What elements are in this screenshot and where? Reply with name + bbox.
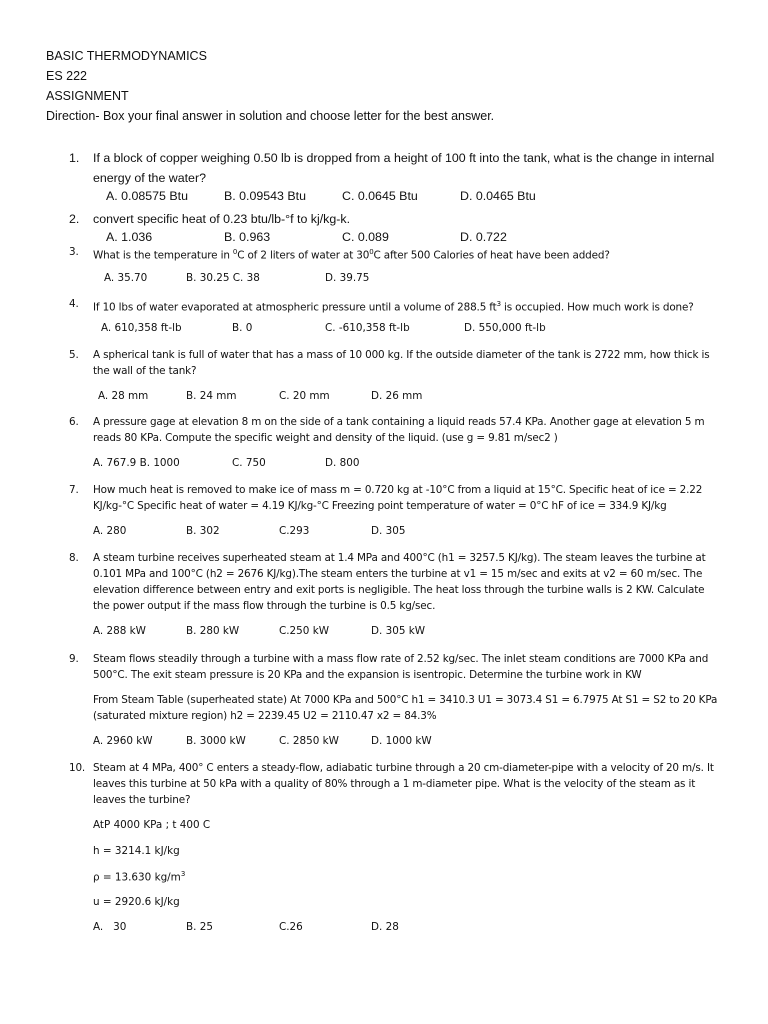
option-a: A. 28 mm [98,390,149,402]
question-number: 7. [69,484,79,496]
option-d: D. 305 [371,525,406,537]
question-10 [69,760,724,808]
option-c: C. 0.0645 Btu [342,189,418,203]
option-d: D. 550,000 ft-lb [464,322,546,334]
option-b: B. 302 [186,525,220,537]
option-a-b: A. 767.9 B. 1000 [93,457,180,469]
option-c: C. -610,358 ft-lb [325,322,410,334]
question-6 [69,414,724,446]
question-number: 5. [69,349,79,361]
option-a: A. 288 kW [93,625,146,637]
option-c: C. 750 [232,457,266,469]
question-text: convert specific heat of 0.23 btu/lb-°f to kj/kg-k. [93,212,351,226]
given-internal-energy: u = 2920.6 kJ/kg [93,896,180,908]
question-number: 6. [69,416,79,428]
assignment-label: ASSIGNMENT [46,89,129,103]
option-b: B. 0 [232,322,253,334]
option-d: D. 28 [371,921,399,933]
given-density: ρ = 13.630 $kg/m^3$ [93,870,186,884]
question-9 [69,651,724,683]
option-d: D. 0.0465 Btu [460,189,536,203]
question-text: If 10 lbs of water evaporated at atmospheric pressure until a volume of 288.5 $ft^3$ is occupied. How much work is done? [93,300,694,314]
option-a: A. 30 [93,921,127,933]
option-b: B. 24 mm [186,390,237,402]
question-7 [69,482,724,514]
question-text: A steam turbine receives superheated steam at 1.4 MPa and 400°C (h1 = 3257.5 KJ/kg). The steam leaves the turbine at 0.101 MPa and 100°C (h2 = 2676 KJ/kg).The steam enters the turbine at v1 = 15 m/sec and exits at v2 = 60 m/sec. The elevation difference between entry and exit ports is negligible. The heat loss through the turbine walls is 2 KW. Calculate the power output if the mass flow through the turbine is 0.5 kg/sec. [93,552,706,612]
question-text: What is the temperature in $^0$C of 2 liters of water at $30^0C$ after 500 Calories of heat have been added? [93,248,610,262]
question-3 [69,244,724,263]
course-title: BASIC THERMODYNAMICS [46,49,207,63]
option-d: D. 39.75 [325,272,370,284]
question-number: 4. [69,298,79,310]
question-4 [69,296,724,315]
question-number: 10. [69,762,86,774]
option-d: D. 26 mm [371,390,423,402]
question-text: How much heat is removed to make ice of mass m = 0.720 kg at -10°C from a liquid at 15°C. Specific heat of ice = 2.22 KJ/kg-°C Specific heat of water = 4.19 KJ/kg-°C Freezing point temperature of water = 0°C hF of ice = 334.9 KJ/kg [93,484,703,512]
option-b-c: B. 30.25 C. 38 [186,272,260,284]
question-text: Steam at 4 MPa, 400° C enters a steady-flow, adiabatic turbine through a 20 cm-diameter-pipe with a velocity of 20 m/s. It leaves this turbine at 50 kPa with a quality of 80% through a 1 m-diameter pipe. What is the velocity of the steam as it leaves the turbine? [93,762,714,806]
question-text: A pressure gage at elevation 8 m on the side of a tank containing a liquid reads 57.4 KPa. Another gage at elevation 5 m reads 80 KPa. Compute the specific weight and density of the liquid. (use g = 9.81 m/sec2 ) [93,416,705,444]
option-b: B. 3000 kW [186,735,246,747]
option-b: B. 0.09543 Btu [224,189,306,203]
question-number: 2. [69,212,80,226]
course-code: ES 222 [46,69,88,83]
question-2 [69,209,724,229]
option-c: C.26 [279,921,303,933]
option-a: A. 280 [93,525,127,537]
option-c: C. 0.089 [342,230,389,244]
question-number: 9. [69,653,79,665]
question-number: 3. [69,246,79,258]
option-c: C.250 kW [279,625,329,637]
question-number: 1. [69,151,80,165]
question-text: A spherical tank is full of water that has a mass of 10 000 kg. If the outside diameter of the tank is 2722 mm, how thick is the wall of the tank? [93,349,710,377]
option-d: D. 1000 kW [371,735,432,747]
steam-table-data: From Steam Table (superheated state) At 7000 KPa and 500°C h1 = 3410.3 U1 = 3073.4 S1 = 6.7975 At S1 = S2 to 20 KPa (saturated mixture region) h2 = 2239.45 U2 = 2110.47 x2 = 84.3% [93,694,718,722]
option-d: D. 0.722 [460,230,507,244]
question-text: If a block of copper weighing 0.50 lb is dropped from a height of 100 ft into the tank, what is the change in internal energy of the water? [93,151,715,185]
option-c: C. 20 mm [279,390,330,402]
option-c: C. 2850 kW [279,735,339,747]
question-5 [69,347,724,379]
option-a: A. 2960 kW [93,735,153,747]
given-enthalpy: h = 3214.1 kJ/kg [93,845,180,857]
question-text: Steam flows steadily through a turbine with a mass flow rate of 2.52 kg/sec. The inlet steam conditions are 7000 KPa and 500°C. The exit steam pressure is 20 KPa and the expansion is isentropic. Determine the turbine work in KW [93,653,709,681]
option-c: C.293 [279,525,310,537]
question-1 [69,148,724,188]
option-a: A. 1.036 [106,230,153,244]
option-b: B. 25 [186,921,213,933]
option-a: A. 0.08575 Btu [106,189,188,203]
direction-text: Direction- Box your final answer in solution and choose letter for the best answer. [46,109,495,123]
option-b: B. 280 kW [186,625,240,637]
option-a: A. 610,358 ft-lb [101,322,182,334]
question-number: 8. [69,552,79,564]
option-d: D. 305 kW [371,625,426,637]
option-a: A. 35.70 [104,272,148,284]
option-b: B. 0.963 [224,230,271,244]
question-8 [69,550,724,614]
given-conditions: AtP 4000 KPa ; t 400 C [93,819,211,831]
option-d: D. 800 [325,457,360,469]
